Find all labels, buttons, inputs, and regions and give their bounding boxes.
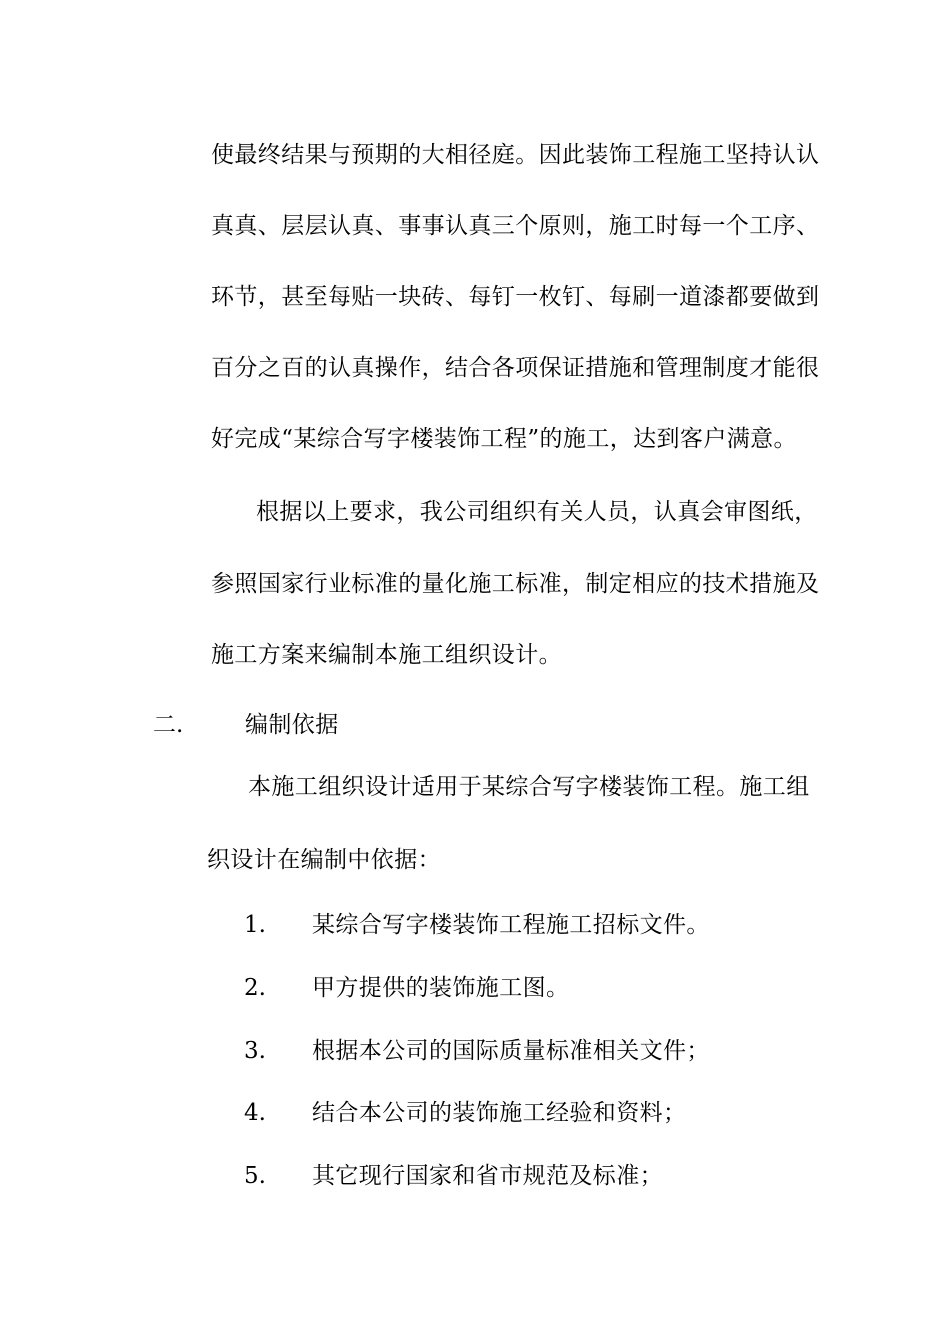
paragraph-line: 使最终结果与预期的大相径庭。因此装饰工程施工坚持认认 [211, 142, 820, 168]
list-item-text: 某综合写字楼装饰工程施工招标文件。 [312, 912, 710, 938]
list-item-text: 其它现行国家和省市规范及标准； [312, 1163, 663, 1189]
list-item-number: 3. [244, 1038, 266, 1064]
paragraph-line: 好完成“某综合写字楼装饰工程”的施工，达到客户满意。 [211, 426, 797, 452]
paragraph-line: 真真、层层认真、事事认真三个原则，施工时每一个工序、 [211, 213, 820, 239]
list-item-text: 结合本公司的装饰施工经验和资料； [312, 1100, 687, 1126]
paragraph-line: 环节，甚至每贴一块砖、每钉一枚钉、每刷一道漆都要做到 [211, 284, 820, 310]
list-item-number: 2. [244, 975, 266, 1001]
list-item-text: 甲方提供的装饰施工图。 [312, 975, 570, 1001]
section-number: 二. [153, 712, 184, 738]
paragraph-line: 织设计在编制中依据： [207, 847, 441, 873]
section-title: 编制依据 [245, 712, 339, 738]
paragraph-line: 百分之百的认真操作，结合各项保证措施和管理制度才能很 [211, 355, 820, 381]
paragraph-line: 施工方案来编制本施工组织设计。 [211, 642, 562, 668]
paragraph-line: 根据以上要求，我公司组织有关人员，认真会审图纸， [256, 499, 818, 525]
list-item-number: 1. [244, 912, 266, 938]
list-item-number: 4. [244, 1100, 266, 1126]
paragraph-line: 本施工组织设计适用于某综合写字楼装饰工程。施工组 [248, 774, 810, 800]
paragraph-line: 参照国家行业标准的量化施工标准，制定相应的技术措施及 [211, 571, 820, 597]
list-item-number: 5. [244, 1163, 266, 1189]
list-item-text: 根据本公司的国际质量标准相关文件； [312, 1038, 710, 1064]
